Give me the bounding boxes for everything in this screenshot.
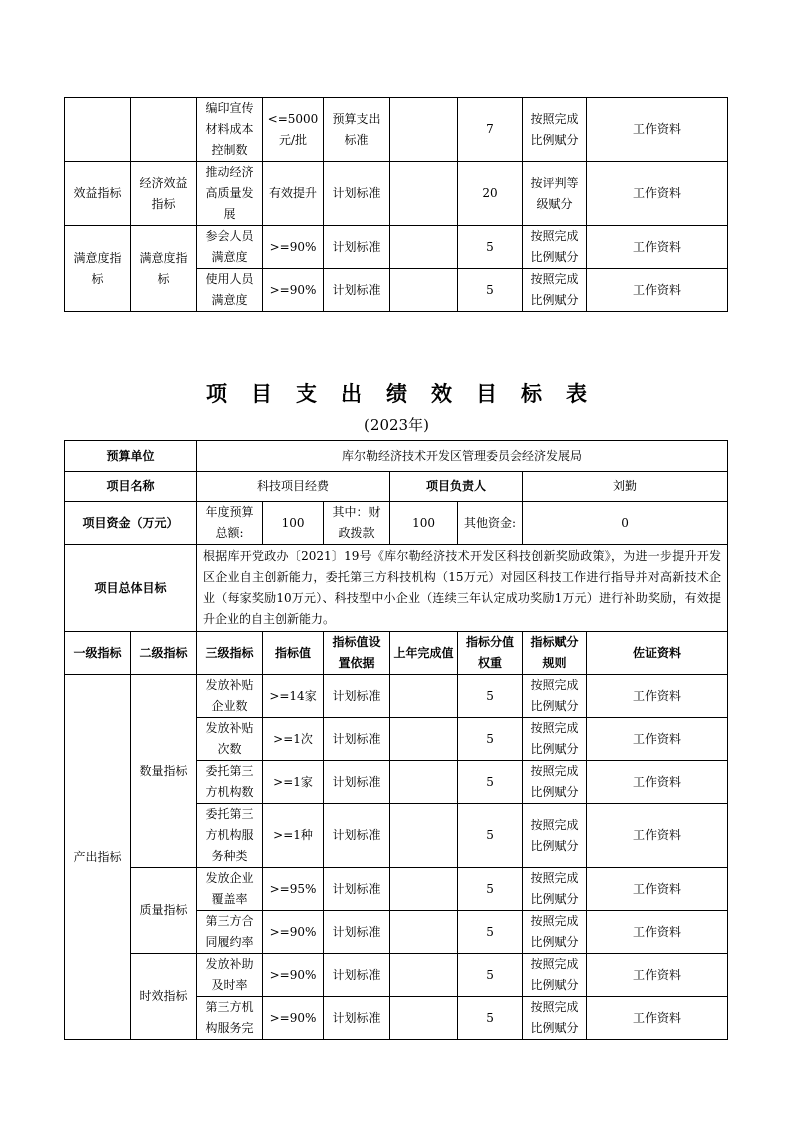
table-row: 时效指标 发放补助及时率 >=90% 计划标准 5 按照完成比例赋分 工作资料 [65, 954, 728, 997]
project-goal-row [65, 545, 728, 632]
project-name-value: 科技项目经费 [197, 472, 390, 502]
table-row: 使用人员满意度 >=90% 计划标准 5 按照完成比例赋分 工作资料 [65, 269, 728, 312]
budget-unit-label: 预算单位 [65, 441, 197, 472]
budget-unit-value: 库尔勒经济技术开发区管理委员会经济发展局 [197, 441, 728, 472]
level2-quantity-indicator: 数量指标 [131, 675, 197, 868]
level1-output-indicator: 产出指标 [65, 675, 131, 1040]
fiscal-value: 100 [390, 502, 458, 545]
table-row: 质量指标 发放企业覆盖率 >=95% 计划标准 5 按照完成比例赋分 工作资料 [65, 868, 728, 911]
other-funds-label: 其他资金: [458, 502, 523, 545]
column-header: 一级指标 [65, 632, 131, 675]
table-row: 满意度指标 满意度指标 参会人员满意度 >=90% 计划标准 5 按照完成比例赋分 工作资料 [65, 226, 728, 269]
project-lead-value: 刘勤 [523, 472, 728, 502]
column-header: 二级指标 [131, 632, 197, 675]
column-header: 指标值 [263, 632, 324, 675]
table-row: 第三方机构服务完 >=90% 计划标准 5 按照完成比例赋分 工作资料 [65, 997, 728, 1040]
column-header: 指标赋分规则 [523, 632, 587, 675]
project-lead-label: 项目负责人 [390, 472, 523, 502]
table-row: 产出指标 数量指标 发放补贴企业数 >=14家 计划标准 5 按照完成比例赋分 工作资料 [65, 675, 728, 718]
column-header: 佐证资料 [587, 632, 728, 675]
annual-total-label: 年度预算总额: [197, 502, 263, 545]
fiscal-label: 其中：财政拨款 [324, 502, 390, 545]
page-title: 项目支出绩效目标表 [206, 382, 611, 406]
column-header-row [65, 632, 728, 675]
column-header: 三级指标 [197, 632, 263, 675]
level2-quality-indicator: 质量指标 [131, 868, 197, 954]
budget-unit-row [65, 441, 728, 472]
level2-timeliness-indicator: 时效指标 [131, 954, 197, 1040]
project-funds-row [65, 502, 728, 545]
top-indicator-table [64, 97, 728, 312]
table-row: 委托第三方机构服务种类 >=1种 计划标准 5 按照完成比例赋分 工作资料 [65, 804, 728, 868]
project-name-label: 项目名称 [65, 472, 197, 502]
project-name-row [65, 472, 728, 502]
goal-label: 项目总体目标 [65, 545, 197, 632]
table-row: 效益指标 经济效益指标 推动经济高质量发展 有效提升 计划标准 20 按评判等级赋分 工作资料 [65, 162, 728, 226]
table-row: 编印宣传材料成本控制数 <=5000元/批 预算支出标准 7 按照完成比例赋分 工作资料 [65, 98, 728, 162]
goal-text: 根据库开党政办〔2021〕19号《库尔勒经济技术开发区科技创新奖励政策》，为进一步提升开发区企业自主创新能力，委托第三方科技机构（15万元）对园区科技工作进行指导并对高新技术企业（每家奖励10万元）、科技型中小企业（连续三年认定成功奖励1万元）进行补助奖励，有效提升企业的自主创新能力。 [197, 545, 728, 632]
column-header: 上年完成值 [390, 632, 458, 675]
funds-label: 项目资金（万元） [65, 502, 197, 545]
page-subtitle-year: (2023年) [364, 416, 429, 434]
table-row: 委托第三方机构数 >=1家 计划标准 5 按照完成比例赋分 工作资料 [65, 761, 728, 804]
other-funds-value: 0 [523, 502, 728, 545]
performance-target-table [64, 440, 728, 1040]
table-row: 第三方合同履约率 >=90% 计划标准 5 按照完成比例赋分 工作资料 [65, 911, 728, 954]
column-header: 指标值设置依据 [324, 632, 390, 675]
column-header: 指标分值权重 [458, 632, 523, 675]
annual-total-value: 100 [263, 502, 324, 545]
table-row: 发放补贴次数 >=1次 计划标准 5 按照完成比例赋分 工作资料 [65, 718, 728, 761]
